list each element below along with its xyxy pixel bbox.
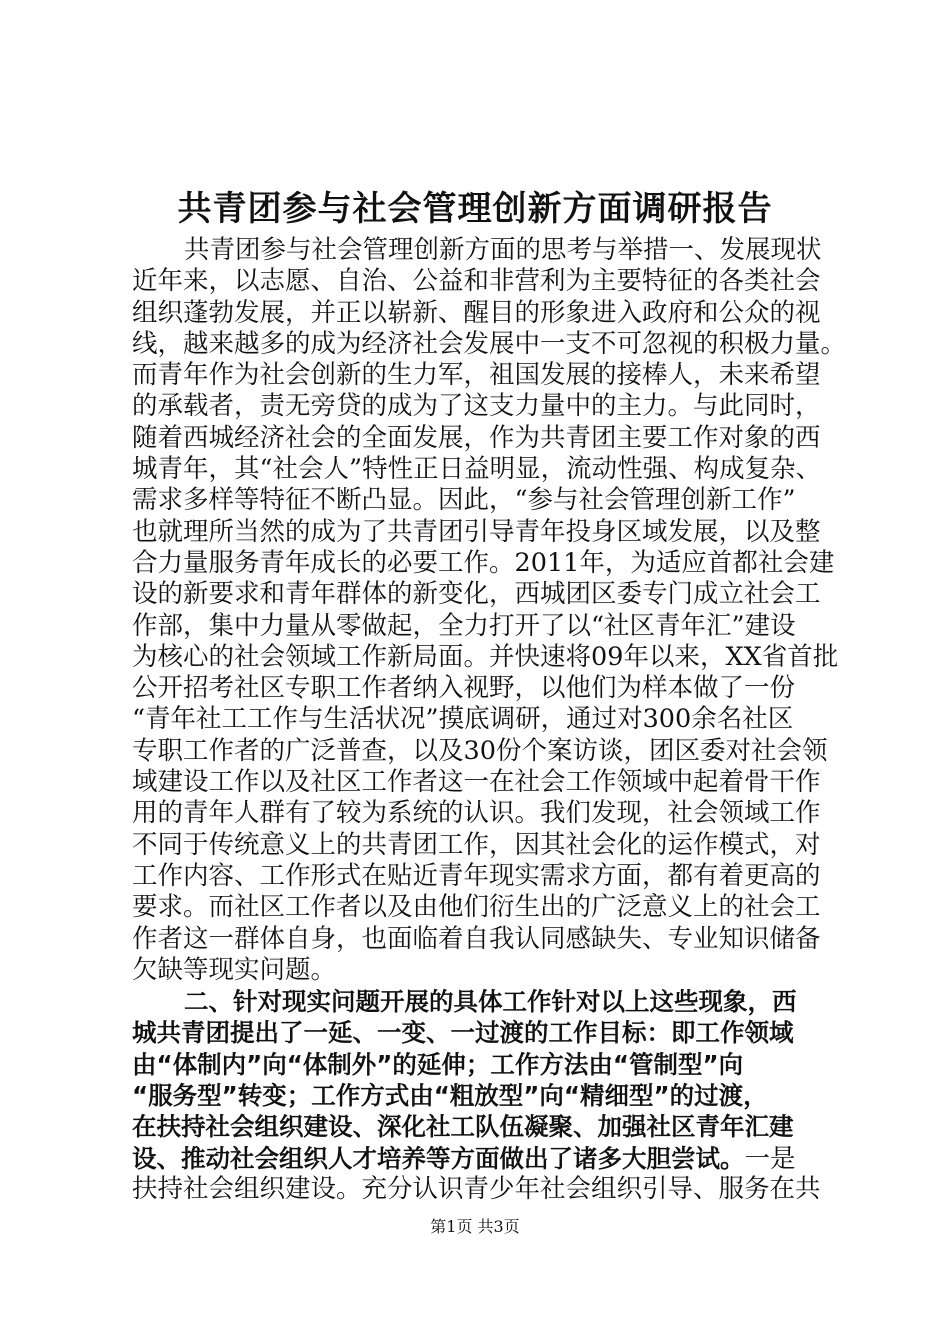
text-line: “青年社工工作与生活状况”摸底调研，通过对300余名社区 (132, 704, 794, 735)
text-line: “服务型”转变；工作方式由“粗放型”向“精细型”的过渡， (132, 1081, 768, 1111)
page-footer: 第1页 共3页 (430, 1217, 520, 1236)
text-line: 为核心的社会领域工作新局面。并快速将09年以来，XX省首批 (132, 641, 839, 672)
text-line: 也就理所当然的成为了共青团引导青年投身区域发展，以及整 (132, 516, 821, 547)
text-line: 近年来，以志愿、自治、公益和非营利为主要特征的各类社会 (132, 266, 821, 297)
text-line-bold-part: 设、推动社会组织人才培养等方面做出了诸多大胆尝试。 (132, 1143, 745, 1173)
text-line: 欠缺等现实问题。 (132, 954, 337, 985)
text-line (132, 1143, 832, 1174)
text-line: 组织蓬勃发展，并正以崭新、醒目的形象进入政府和公众的视 (132, 297, 821, 328)
paragraph-1 (132, 235, 847, 986)
paragraph-2-tail (132, 1143, 832, 1206)
text-line: 域建设工作以及社区工作者这一在社会工作领域中起着骨干作 (132, 767, 821, 798)
paragraph-2 (132, 986, 832, 1142)
text-line: 设的新要求和青年群体的新变化，西城团区委专门成立社会工 (132, 579, 821, 610)
text-line: 专职工作者的广泛普查，以及30份个案访谈，团区委对社会领 (132, 735, 828, 766)
text-line: 的承载者，责无旁贷的成为了这支力量中的主力。与此同时， (132, 391, 821, 422)
text-line: 共青团参与社会管理创新方面的思考与举措一、发展现状 (184, 235, 822, 265)
text-line: 在扶持社会组织建设、深化社工队伍凝聚、加强社区青年汇建 (132, 1112, 794, 1142)
text-line: 作部，集中力量从零做起，全力打开了以“社区青年汇”建设 (132, 610, 796, 641)
text-line: 需求多样等特征不断凸显。因此，“参与社会管理创新工作” (132, 485, 796, 516)
text-line-normal-part: 一是 (744, 1143, 796, 1174)
text-line: 由“体制内”向“体制外”的延伸；工作方法由“管制型”向 (132, 1049, 744, 1079)
text-line: 二、针对现实问题开展的具体工作针对以上这些现象，西 (184, 987, 797, 1017)
document-title: 共青团参与社会管理创新方面调研报告 (177, 189, 773, 229)
text-line: 扶持社会组织建设。充分认识青少年社会组织引导、服务在共 (132, 1173, 821, 1204)
text-line: 不同于传统意义上的共青团工作，因其社会化的运作模式，对 (132, 829, 821, 860)
text-line: 而青年作为社会创新的生力军，祖国发展的接棒人，未来希望 (132, 360, 821, 391)
text-line: 线，越来越多的成为经济社会发展中一支不可忽视的积极力量。 (132, 328, 847, 359)
text-line: 公开招考社区专职工作者纳入视野，以他们为样本做了一份 (132, 673, 796, 704)
text-line: 随着西城经济社会的全面发展，作为共青团主要工作对象的西 (132, 422, 821, 453)
text-line: 作者这一群体自身，也面临着自我认同感缺失、专业知识储备 (132, 923, 821, 954)
text-line: 要求。而社区工作者以及由他们衍生出的广泛意义上的社会工 (132, 892, 821, 923)
text-line: 城共青团提出了一延、一变、一过渡的工作目标：即工作领域 (132, 1018, 794, 1048)
text-line: 用的青年人群有了较为系统的认识。我们发现，社会领域工作 (132, 798, 821, 829)
document-body (132, 235, 847, 1205)
text-line: 城青年，其“社会人”特性正日益明显，流动性强、构成复杂、 (132, 454, 822, 485)
text-line: 工作内容、工作形式在贴近青年现实需求方面，都有着更高的 (132, 860, 821, 891)
text-line: 合力量服务青年成长的必要工作。2011年，为适应首都社会建 (132, 547, 835, 578)
